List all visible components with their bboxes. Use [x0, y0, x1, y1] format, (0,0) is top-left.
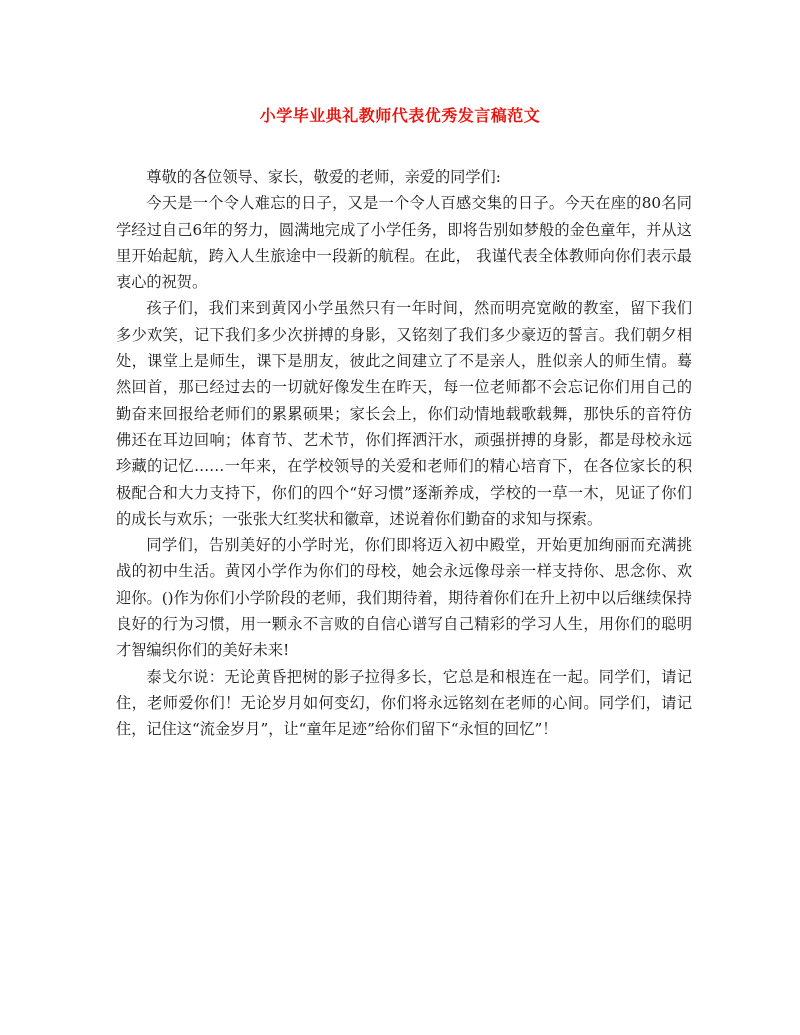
paragraph-4: 泰戈尔说：无论黄昏把树的影子拉得多长，它总是和根连在一起。同学们，请记住，老师爱你们！无论岁月如何变幻，你们将永远铭刻在老师的心间。同学们，请记住，记住这“流金岁月”，让“童年足迹”给你们留下“永恒的回忆”！ [116, 667, 692, 739]
paragraph-3: 同学们，告别美好的小学时光，你们即将迈入初中殿堂，开始更加绚丽而充满挑战的初中生活。黄冈小学作为你们的母校，她会永远像母亲一样支持你、思念你、欢迎你。()作为你们小学阶段的老师，我们期待着，期待着你们在升上初中以后继续保持良好的行为习惯，用一颗永不言败的自信心谱写自己精彩的学习人生，用你们的聪明才智编织你们的美好未来! [116, 536, 692, 660]
paragraph-2: 孩子们，我们来到黄冈小学虽然只有一年时间，然而明亮宽敞的教室，留下我们多少欢笑，记下我们多少次拼搏的身影，又铭刻了我们多少豪迈的誓言。我们朝夕相处，课堂上是师生，课下是朋友，彼此之间建立了不是亲人，胜似亲人的师生情。蓦然回首，那已经过去的一切就好像发生在昨天，每一位老师都不会忘记你们用自己的勤奋来回报给老师们的累累硕果；家长会上，你们动情地载歌载舞，那快乐的音符仿佛还在耳边回响；体育节、艺术节，你们挥洒汗水，顽强拼搏的身影，都是母校永远珍藏的记忆……一年来，在学校领导的关爱和老师们的精心培育下，在各位家长的积极配合和大力支持下，你们的四个“好习惯”逐渐养成，学校的一草一木，见证了你们的成长与欢乐；一张张大红奖状和徽章，述说着你们勤奋的求知与探索。 [116, 299, 692, 528]
document-title: 小学毕业典礼教师代表优秀发言稿范文 [259, 106, 541, 125]
paragraph-greeting: 尊敬的各位领导、家长，敬爱的老师，亲爱的同学们: [146, 168, 501, 186]
document-body [116, 164, 692, 743]
paragraph-1: 今天是一个令人难忘的日子，又是一个令人百感交集的日子。今天在座的80名同学经过自己6年的努力，圆满地完成了小学任务，即将告别如梦般的金色童年，并从这里开始起航，跨入人生旅途中一段新的航程。在此， 我谨代表全体教师向你们表示最衷心的祝贺。 [116, 194, 692, 292]
